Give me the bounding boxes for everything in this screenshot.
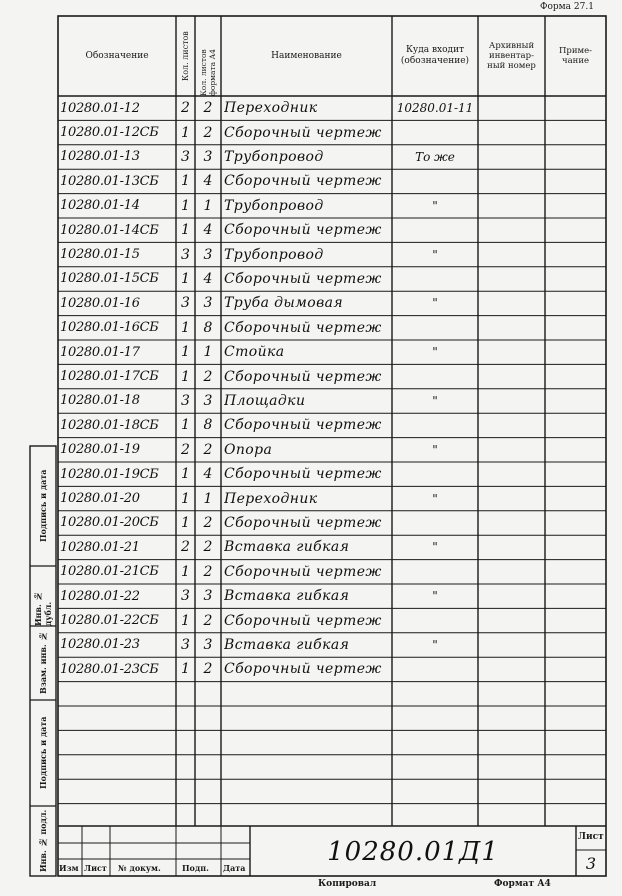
sheet-number: 3 xyxy=(585,853,597,873)
header-part-of: Куда входит (обозначение) xyxy=(400,45,470,66)
cell-designation: 10280.01-16СБ xyxy=(60,320,159,336)
cell-part-of xyxy=(393,170,477,192)
cell-sheets: 1 xyxy=(181,222,190,239)
cell-sheets-a4: 4 xyxy=(203,222,213,239)
cell-sheets-a4: 3 xyxy=(203,636,213,653)
cell-designation: 10280.01-21СБ xyxy=(60,564,159,580)
col-label-sheet: Лист xyxy=(84,863,107,873)
cell-name: Площадки xyxy=(224,392,306,409)
cell-designation: 10280.01-18СБ xyxy=(60,417,159,433)
cell-part-of xyxy=(393,268,477,290)
cell-designation: 10280.01-18 xyxy=(60,393,140,409)
cell-name: Сборочный чертеж xyxy=(224,417,382,434)
cell-designation: 10280.01-19СБ xyxy=(60,466,159,482)
doc-number: 10280.01Д1 xyxy=(327,837,499,867)
header-name: Наименование xyxy=(271,50,342,61)
cell-sheets-a4: 3 xyxy=(203,246,213,263)
cell-sheets-a4: 3 xyxy=(203,392,213,409)
cell-sheets-a4: 3 xyxy=(203,295,213,312)
cell-sheets: 1 xyxy=(181,124,190,141)
col-label-date: Дата xyxy=(223,863,246,873)
cell-designation: 10280.01-12СБ xyxy=(60,125,159,141)
cell-name: Трубопровод xyxy=(224,246,324,263)
cell-designation: 10280.01-23СБ xyxy=(60,661,159,677)
cell-designation: 10280.01-23 xyxy=(60,637,140,653)
cell-designation: 10280.01-17 xyxy=(60,344,140,360)
cell-designation: 10280.01-12 xyxy=(60,100,140,116)
cell-sheets-a4: 8 xyxy=(203,319,213,336)
header-archive-no: Архивный инвентар-ный номер xyxy=(487,40,536,72)
cell-part-of xyxy=(393,219,477,241)
cell-part-of: " xyxy=(432,198,438,213)
footer-copied: Копировал xyxy=(318,879,377,889)
cell-name: Переходник xyxy=(224,100,318,117)
cell-designation: 10280.01-14СБ xyxy=(60,222,159,238)
cell-designation: 10280.01-22 xyxy=(60,588,140,604)
cell-name: Сборочный чертеж xyxy=(224,368,382,385)
cell-sheets-a4: 4 xyxy=(203,270,213,287)
cell-sheets-a4: 2 xyxy=(203,563,213,580)
cell-sheets: 1 xyxy=(181,612,190,629)
cell-sheets-a4: 1 xyxy=(203,490,213,507)
cell-part-of xyxy=(393,121,477,143)
footer-format: Формат А4 xyxy=(494,879,551,889)
cell-name: Сборочный чертеж xyxy=(224,514,382,531)
cell-designation: 10280.01-20СБ xyxy=(60,515,159,531)
cell-name: Сборочный чертеж xyxy=(224,661,382,678)
cell-name: Вставка гибкая xyxy=(224,588,350,605)
cell-name: Сборочный чертеж xyxy=(224,173,382,190)
cell-sheets: 1 xyxy=(181,490,190,507)
cell-sheets: 2 xyxy=(181,100,190,117)
cell-sheets: 1 xyxy=(181,368,190,385)
cell-designation: 10280.01-21 xyxy=(60,539,140,555)
cell-designation: 10280.01-13 xyxy=(60,149,140,165)
cell-sheets-a4: 2 xyxy=(203,124,213,141)
cell-name: Сборочный чертеж xyxy=(224,612,382,629)
cell-designation: 10280.01-22СБ xyxy=(60,613,159,629)
cell-designation: 10280.01-15 xyxy=(60,247,140,263)
cell-name: Сборочный чертеж xyxy=(224,124,382,141)
cell-name: Труба дымовая xyxy=(224,295,344,312)
cell-sheets: 1 xyxy=(181,173,190,190)
cell-name: Стойка xyxy=(224,344,285,361)
cell-sheets: 2 xyxy=(181,539,190,556)
cell-sheets: 1 xyxy=(181,344,190,361)
cell-sheets-a4: 4 xyxy=(203,466,213,483)
header-note: Приме-чание xyxy=(558,45,593,66)
cell-part-of xyxy=(393,561,477,583)
cell-sheets: 1 xyxy=(181,319,190,336)
cell-sheets-a4: 1 xyxy=(203,344,213,361)
cell-sheets-a4: 2 xyxy=(203,661,213,678)
cell-part-of: " xyxy=(432,393,438,408)
cell-sheets: 1 xyxy=(181,270,190,287)
header-designation: Обозначение xyxy=(85,50,149,61)
cell-sheets-a4: 2 xyxy=(203,100,213,117)
cell-sheets: 3 xyxy=(181,246,190,263)
cell-part-of xyxy=(393,414,477,436)
cell-part-of: " xyxy=(432,491,438,506)
col-label-change: Изм xyxy=(59,863,79,873)
cell-designation: 10280.01-20 xyxy=(60,491,140,507)
cell-sheets-a4: 3 xyxy=(203,588,213,605)
cell-part-of xyxy=(393,317,477,339)
header-sheets-a4: Кол. листов формата А4 xyxy=(199,49,217,96)
cell-name: Переходник xyxy=(224,490,318,507)
cell-sheets: 3 xyxy=(181,588,190,605)
cell-designation: 10280.01-13СБ xyxy=(60,173,159,189)
side-label-repl-inv: Взам. инв. № xyxy=(38,631,48,695)
cell-name: Вставка гибкая xyxy=(224,636,350,653)
cell-sheets-a4: 4 xyxy=(203,173,213,190)
cell-part-of: " xyxy=(432,589,438,604)
cell-part-of: " xyxy=(432,442,438,457)
sheet-label: Лист xyxy=(578,832,604,842)
cell-part-of: " xyxy=(432,296,438,311)
col-label-doc: № докум. xyxy=(118,863,161,873)
cell-sheets-a4: 2 xyxy=(203,368,213,385)
cell-sheets: 1 xyxy=(181,197,190,214)
cell-designation: 10280.01-17СБ xyxy=(60,369,159,385)
side-label-signature-date: Подпись и дата xyxy=(38,469,48,543)
cell-sheets: 3 xyxy=(181,392,190,409)
cell-sheets-a4: 2 xyxy=(203,514,213,531)
cell-name: Сборочный чертеж xyxy=(224,222,382,239)
cell-sheets: 1 xyxy=(181,417,190,434)
cell-part-of: " xyxy=(432,345,438,360)
cell-designation: 10280.01-15СБ xyxy=(60,271,159,287)
cell-part-of xyxy=(393,658,477,680)
side-label-dup-inv: Инв. № дубл. xyxy=(33,591,53,626)
cell-sheets: 1 xyxy=(181,514,190,531)
cell-part-of xyxy=(393,512,477,534)
cell-sheets: 1 xyxy=(181,466,190,483)
cell-sheets: 1 xyxy=(181,661,190,678)
col-label-sign: Подп. xyxy=(182,863,209,873)
cell-part-of xyxy=(393,365,477,387)
cell-sheets: 1 xyxy=(181,563,190,580)
cell-sheets-a4: 2 xyxy=(203,612,213,629)
cell-name: Трубопровод xyxy=(224,197,324,214)
header-sheets: Кол. листов xyxy=(181,31,190,81)
cell-sheets: 3 xyxy=(181,636,190,653)
cell-designation: 10280.01-14 xyxy=(60,198,140,214)
cell-designation: 10280.01-16 xyxy=(60,295,140,311)
form-label: Форма 27.1 xyxy=(540,2,594,12)
cell-part-of: " xyxy=(432,540,438,555)
cell-sheets-a4: 2 xyxy=(203,441,213,458)
cell-part-of: 10280.01-11 xyxy=(396,101,474,116)
cell-part-of xyxy=(393,463,477,485)
cell-sheets-a4: 1 xyxy=(203,197,213,214)
cell-part-of: " xyxy=(432,247,438,262)
cell-sheets: 3 xyxy=(181,148,190,165)
cell-sheets-a4: 2 xyxy=(203,539,213,556)
cell-name: Вставка гибкая xyxy=(224,539,350,556)
cell-name: Сборочный чертеж xyxy=(224,270,382,287)
cell-name: Сборочный чертеж xyxy=(224,466,382,483)
cell-name: Трубопровод xyxy=(224,148,324,165)
side-label-orig-inv: Инв. № подл. xyxy=(38,809,48,873)
cell-part-of: То же xyxy=(415,149,455,164)
cell-part-of xyxy=(393,609,477,631)
cell-sheets-a4: 3 xyxy=(203,148,213,165)
cell-name: Сборочный чертеж xyxy=(224,563,382,580)
side-label-signature-date-2: Подпись и дата xyxy=(38,716,48,790)
cell-name: Опора xyxy=(224,441,273,458)
cell-sheets: 3 xyxy=(181,295,190,312)
cell-sheets: 2 xyxy=(181,441,190,458)
cell-name: Сборочный чертеж xyxy=(224,319,382,336)
cell-sheets-a4: 8 xyxy=(203,417,213,434)
cell-part-of: " xyxy=(432,637,438,652)
cell-designation: 10280.01-19 xyxy=(60,442,140,458)
